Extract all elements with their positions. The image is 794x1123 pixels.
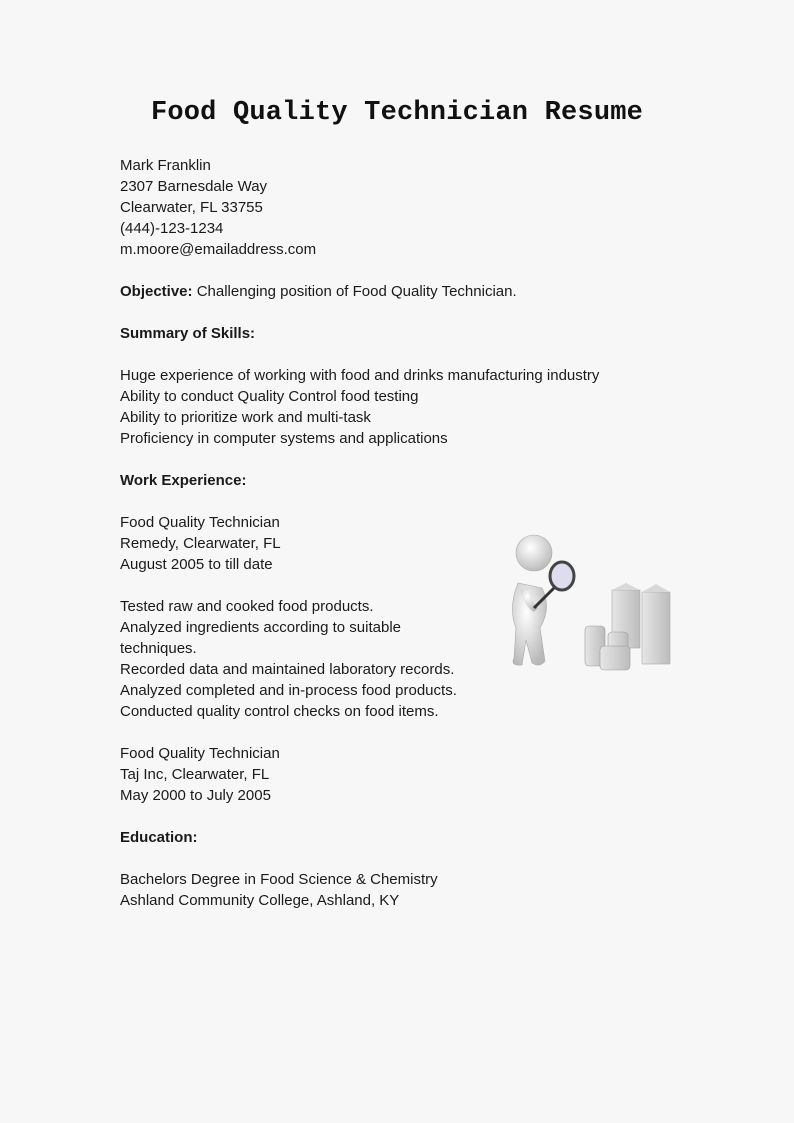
education-school: Ashland Community College, Ashland, KY xyxy=(120,892,400,909)
objective xyxy=(120,281,680,302)
experience-heading: Work Experience: xyxy=(120,472,247,489)
job-duty: Recorded data and maintained laboratory records. xyxy=(120,661,455,678)
skills-heading: Summary of Skills: xyxy=(120,325,256,342)
job-duty: Tested raw and cooked food products. xyxy=(120,598,374,615)
job-duty: Conducted quality control checks on food items. xyxy=(120,703,439,720)
job-entry xyxy=(120,743,680,806)
education-degree: Bachelors Degree in Food Science & Chemistry xyxy=(120,871,438,888)
job-duty: Analyzed ingredients according to suitable xyxy=(120,619,402,636)
education-heading: Education: xyxy=(120,829,198,846)
page-title: Food Quality Technician Resume xyxy=(150,98,644,128)
contact-name: Mark Franklin xyxy=(120,157,211,174)
job-dates: May 2000 to July 2005 xyxy=(120,787,271,804)
objective-label: Objective: xyxy=(120,283,193,300)
job-company: Taj Inc, Clearwater, FL xyxy=(120,766,270,783)
contact-phone: (444)-123-1234 xyxy=(120,220,224,237)
contact-address: 2307 Barnesdale Way xyxy=(120,178,268,195)
job-dates: August 2005 to till date xyxy=(120,556,273,573)
objective-text: Challenging position of Food Quality Technician. xyxy=(196,283,517,300)
contact-email: m.moore@emailaddress.com xyxy=(120,241,317,258)
job-title: Food Quality Technician xyxy=(120,745,280,762)
skill-item: Proficiency in computer systems and applications xyxy=(120,430,448,447)
skill-item: Ability to conduct Quality Control food testing xyxy=(120,388,419,405)
skill-item: Huge experience of working with food and drinks manufacturing industry xyxy=(120,367,600,384)
job-company: Remedy, Clearwater, FL xyxy=(120,535,281,552)
skills-list xyxy=(120,365,680,449)
contact-block xyxy=(120,155,680,260)
job-title: Food Quality Technician xyxy=(120,514,280,531)
magnifying-glass-figure-icon xyxy=(490,528,675,673)
skill-item: Ability to prioritize work and multi-task xyxy=(120,409,371,426)
job-duty: Analyzed completed and in-process food products. xyxy=(120,682,457,699)
job-duty: techniques. xyxy=(120,640,197,657)
contact-city: Clearwater, FL 33755 xyxy=(120,199,263,216)
